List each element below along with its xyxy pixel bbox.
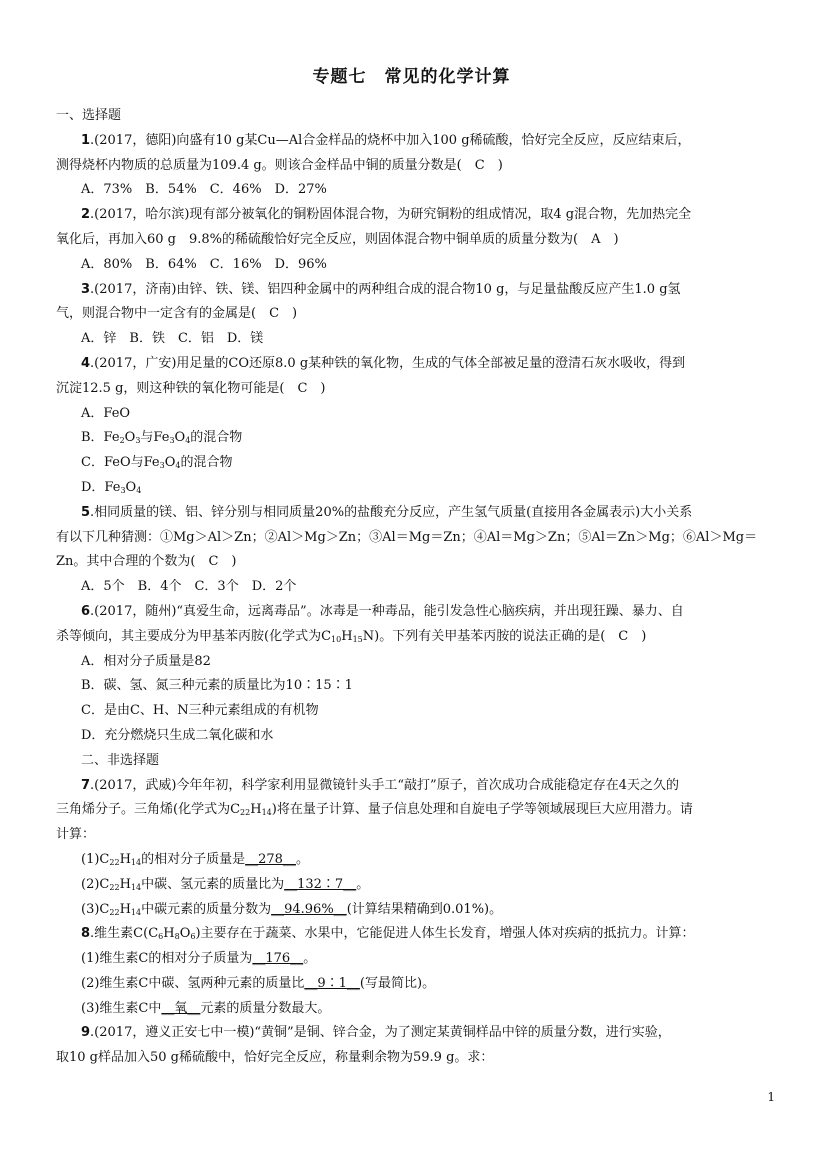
question-4-option-c [56, 451, 772, 476]
text: 杀等倾向，其主要成分为甲基苯丙胺(化学式为C [56, 628, 332, 644]
question-4-option-a: A．FeO [81, 405, 131, 421]
question-7-part-3 [56, 898, 772, 923]
subscript: 4 [136, 485, 142, 495]
text: 。 [303, 951, 317, 967]
subscript: 14 [261, 808, 272, 818]
text: H [163, 926, 175, 942]
question-3-options: A．锌 B．铁 C．铝 D．镁 [81, 331, 264, 347]
text: 三角烯分子。三角烯(化学式为C [56, 802, 241, 818]
text: H [341, 628, 353, 644]
section-heading-nonchoice: 二、非选择题 [81, 752, 160, 768]
question-3-line-2: 气，则混合物中一定含有的金属是( C ) [56, 306, 298, 322]
text: (3)C [81, 901, 110, 917]
content-body [56, 104, 772, 1071]
subscript: 4 [185, 436, 191, 446]
question-number: 7 [81, 777, 91, 793]
text: 的混合物 [190, 430, 243, 446]
answer-blank: __278__ [245, 851, 296, 867]
question-text: .(2017，武威)今年年初，科学家利用显微镜针头手工“敲打”原子，首次成功合成能稳定存在4天之久的 [90, 777, 679, 793]
question-number: 6 [81, 603, 91, 619]
text: (写最简比)。 [359, 975, 436, 991]
subscript: 22 [109, 857, 120, 867]
question-8-part-1 [56, 947, 772, 972]
question-number: 1 [81, 132, 91, 148]
text: .维生素C(C [90, 926, 159, 942]
text: (3)维生素C中 [81, 1000, 162, 1016]
section-heading-choice: 一、选择题 [56, 108, 122, 123]
question-2-line-1 [56, 203, 772, 228]
text: N)。下列有关甲基苯丙胺的说法正确的是( C ) [362, 628, 647, 644]
text: (2)C [81, 876, 110, 892]
subscript: 14 [130, 882, 142, 892]
question-5-options: A．5个 B．4个 C．3个 D．2个 [81, 579, 297, 595]
subscript: 3 [135, 436, 141, 446]
text: 的混合物 [180, 455, 233, 471]
question-2-options: A．80% B．64% C．16% D．96% [81, 256, 327, 272]
question-2-line-2: 氧化后，再加入60 g 9.8%的稀硫酸恰好完全反应，则固体混合物中铜单质的质量分数为( A ) [56, 231, 619, 247]
question-text: .(2017，广安)用足量的CO还原8.0 g某种铁的氧化物，生成的气体全部被足量的澄清石灰水吸收，得到 [90, 355, 686, 371]
subscript: 8 [174, 932, 180, 942]
question-9-line-2: 取10 g样品加入50 g稀硫酸中，恰好完全反应，称量剩余物为59.9 g。求： [56, 1050, 494, 1066]
text: 中碳元素的质量分数为 [141, 901, 272, 917]
text: (1)C [81, 851, 110, 867]
text: (2)维生素C中碳、氢两种元素的质量比 [81, 975, 305, 991]
subscript: 2 [119, 436, 125, 446]
question-number: 2 [81, 207, 91, 223]
question-number: 5 [81, 504, 91, 520]
question-text: .(2017，哈尔滨)现有部分被氧化的铜粉固体混合物，为研究铜粉的组成情况，取4 g混合物，先加热完全 [90, 207, 692, 223]
text: C．FeO与Fe [81, 455, 160, 471]
subscript: 22 [109, 882, 120, 892]
question-1-line-2: 测得烧杯内物质的总质量为109.4 g。则该合金样品中铜的质量分数是( C ) [56, 157, 503, 173]
subscript: 3 [120, 485, 126, 495]
subscript: 3 [169, 436, 175, 446]
answer-blank: __氧__ [161, 1000, 201, 1016]
question-text: .(2017，遵义正安七中一模)“黄铜”是铜、锌合金，为了测定某黄铜样品中锌的质量分数，进行实验， [90, 1025, 671, 1041]
subscript: 4 [175, 461, 181, 471]
question-9-line-1 [56, 1021, 772, 1046]
answer-blank: __176__ [252, 951, 304, 967]
answer-blank: __94.96%__ [271, 901, 347, 917]
question-6-line-1 [56, 600, 772, 625]
subscript: 15 [352, 634, 363, 644]
question-5-line-1 [56, 501, 772, 526]
question-4-line-2: 沉淀12.5 g，则这种铁的氧化物可能是( C ) [56, 380, 326, 396]
page-number: 1 [767, 1090, 775, 1104]
text: 。 [356, 876, 370, 892]
answer-blank: __132∶7__ [284, 876, 357, 892]
text: O [125, 479, 137, 495]
question-number: 9 [81, 1025, 91, 1041]
subscript: 6 [190, 932, 196, 942]
question-7-part-2 [56, 873, 772, 898]
answer-blank: __9∶1__ [304, 975, 360, 991]
question-6-option-a: A．相对分子质量是82 [81, 653, 211, 669]
text: B．Fe [81, 430, 120, 446]
text: 。 [295, 851, 309, 867]
question-4-option-b [56, 426, 772, 451]
text: (计算结果精确到0.01%)。 [346, 901, 503, 917]
question-4-line-1 [56, 352, 772, 377]
question-4-option-d [56, 476, 772, 501]
question-text: .(2017，德阳)向盛有10 g某Cu—Al合金样品的烧杯中加入100 g稀硫酸，恰好完全反应，反应结束后， [90, 132, 691, 148]
question-8-part-3 [56, 997, 772, 1022]
subscript: 22 [109, 907, 120, 917]
question-1-options: A．73% B．54% C．46% D．27% [81, 182, 327, 198]
subscript: 14 [130, 907, 142, 917]
question-number: 8 [81, 926, 91, 942]
question-6-option-d: D．充分燃烧只生成二氧化碳和水 [81, 727, 274, 743]
text: O [179, 926, 191, 942]
question-text: .相同质量的镁、铝、锌分别与相同质量20%的盐酸充分反应，产生氢气质量(直接用各金属表示)大小关系 [90, 504, 693, 520]
question-7-line-2 [56, 798, 772, 823]
question-6-option-b: B．碳、氢、氮三种元素的质量比为10∶15∶1 [81, 678, 353, 694]
text: H [119, 901, 131, 917]
text: 中碳、氢元素的质量比为 [141, 876, 285, 892]
question-text: .(2017，随州)“真爱生命，远离毒品”。冰毒是一种毒品，能引发急性心脑疾病，并出现狂躁、暴力、自 [90, 603, 684, 619]
text: )将在量子计算、量子信息处理和自旋电子学等领域展现巨大应用潜力。请 [271, 802, 693, 818]
question-3-line-1 [56, 278, 772, 303]
question-1-line-1 [56, 129, 772, 154]
subscript: 14 [130, 857, 142, 867]
question-5-line-2: 有以下几种猜测：①Mg＞Al＞Zn；②Al＞Mg＞Zn；③Al＝Mg＝Zn；④Al＝Mg＞Zn；⑤Al＝Zn＞Mg；⑥Al＞Mg＝ [56, 529, 758, 545]
question-6-option-c: C．是由C、H、N三种元素组成的有机物 [81, 703, 319, 719]
subscript: 3 [159, 461, 165, 471]
text: 与Fe [140, 430, 170, 446]
page-title: 专题七 常见的化学计算 [312, 67, 511, 87]
question-number: 4 [81, 355, 91, 371]
subscript: 22 [240, 808, 251, 818]
question-text: .(2017，济南)由锌、铁、镁、铝四种金属中的两种组合成的混合物10 g，与足量盐酸反应产生1.0 g氢 [90, 281, 681, 297]
text: 的相对分子质量是 [141, 851, 246, 867]
question-5-line-3: Zn。其中合理的个数为( C ) [56, 554, 237, 570]
subscript: 10 [331, 634, 342, 644]
question-6-line-2 [56, 625, 772, 650]
question-7-line-1 [56, 774, 772, 799]
question-number: 3 [81, 281, 91, 297]
text: D．Fe [81, 479, 121, 495]
question-8-line-1 [56, 922, 772, 947]
text: O [124, 430, 136, 446]
question-8-part-2 [56, 972, 772, 997]
subscript: 6 [158, 932, 164, 942]
text: (1)维生素C的相对分子质量为 [81, 951, 253, 967]
question-7-line-3: 计算： [56, 827, 96, 843]
text: 元素的质量分数最大。 [200, 1000, 331, 1016]
text: O [164, 455, 176, 471]
text: H [250, 802, 262, 818]
text: H [119, 876, 131, 892]
text: H [119, 851, 131, 867]
text: )主要存在于蔬菜、水果中，它能促进人体生长发育，增强人体对疾病的抵抗力。计算： [195, 926, 695, 942]
question-7-part-1 [56, 848, 772, 873]
text: O [174, 430, 186, 446]
